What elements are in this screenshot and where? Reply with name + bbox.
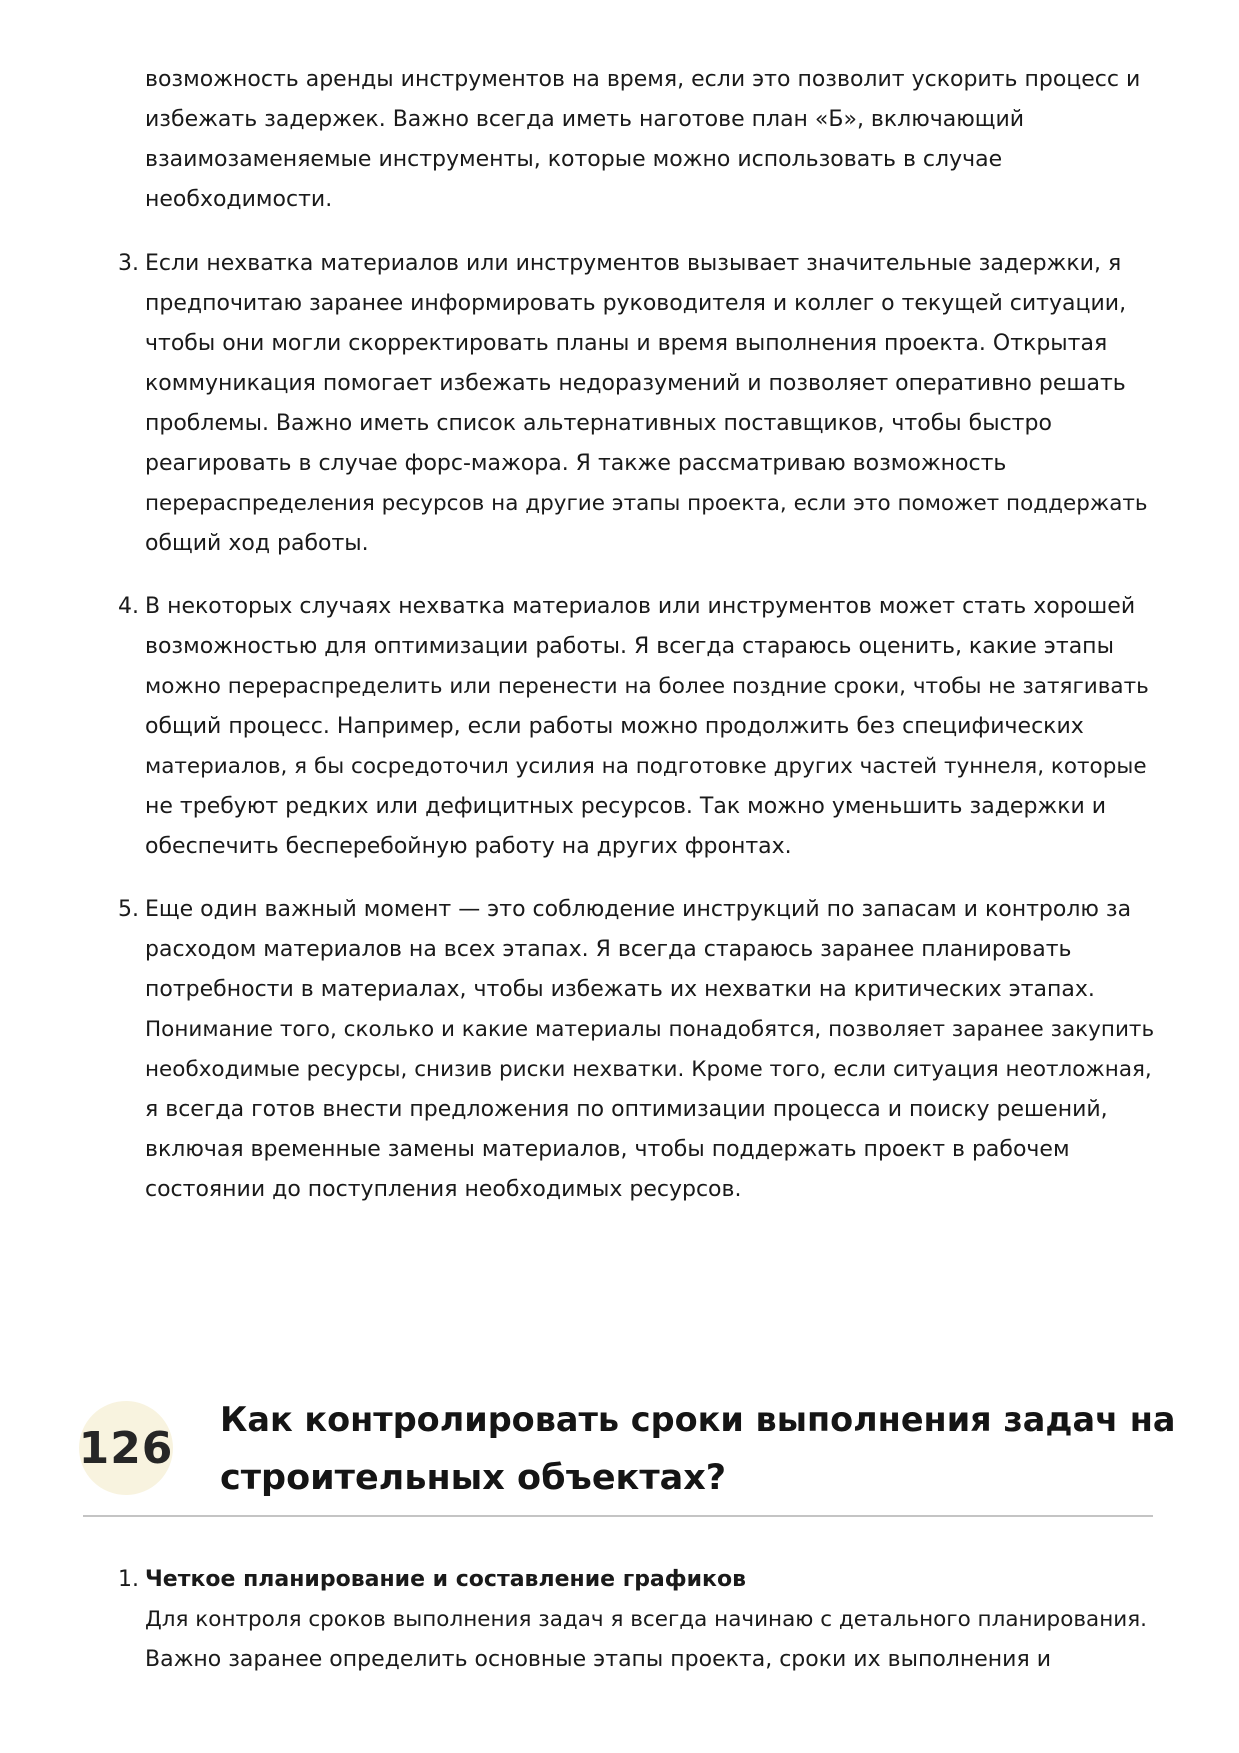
paragraph-line: не требуют редких или дефицитных ресурсов. Так можно уменьшить задержки и — [145, 794, 1107, 819]
section-divider — [83, 1515, 1153, 1517]
question-number-badge: 126 — [79, 1401, 173, 1495]
paragraph-line: общий процесс. Например, если работы можно продолжить без специфических — [145, 714, 1084, 739]
item-title: Четкое планирование и составление графиков — [145, 1567, 746, 1592]
list-item-number: 1. — [118, 1567, 139, 1592]
list-item-number: 3. — [118, 251, 139, 276]
paragraph-line: возможностью для оптимизации работы. Я всегда стараюсь оценить, какие этапы — [145, 634, 1114, 659]
section-item-1 — [145, 1560, 1155, 1680]
paragraph-line: я всегда готов внести предложения по оптимизации процесса и поиску решений, — [145, 1097, 1108, 1122]
paragraph-line: Важно заранее определить основные этапы проекта, сроки их выполнения и — [145, 1647, 1051, 1672]
paragraph-line: реагировать в случае форс-мажора. Я также рассматриваю возможность — [145, 451, 1007, 476]
paragraph-line: обеспечить бесперебойную работу на других фронтах. — [145, 834, 792, 859]
paragraph-line: В некоторых случаях нехватка материалов или инструментов может стать хорошей — [145, 594, 1136, 619]
list-item-4 — [145, 587, 1155, 867]
paragraph-line: необходимости. — [145, 187, 333, 212]
section-title-line: Как контролировать сроки выполнения задач на — [220, 1400, 1176, 1439]
paragraph-line: проблемы. Важно иметь список альтернативных поставщиков, чтобы быстро — [145, 411, 1052, 436]
paragraph-line: включая временные замены материалов, чтобы поддержать проект в рабочем — [145, 1137, 1070, 1162]
section-title-line: строительных объектах? — [220, 1458, 727, 1498]
paragraph-line: перераспределения ресурсов на другие этапы проекта, если это поможет поддержать — [145, 491, 1148, 516]
paragraph-line: предпочитаю заранее информировать руководителя и коллег о текущей ситуации, — [145, 291, 1127, 316]
paragraph-line: можно перераспределить или перенести на более поздние сроки, чтобы не затягивать — [145, 674, 1149, 699]
paragraph-line: общий ход работы. — [145, 531, 369, 556]
list-item-number: 4. — [118, 594, 139, 619]
paragraph-line: Для контроля сроков выполнения задач я всегда начинаю с детального планирования. — [145, 1607, 1148, 1632]
list-item-3 — [145, 244, 1155, 564]
paragraph-line: расходом материалов на всех этапах. Я всегда стараюсь заранее планировать — [145, 937, 1072, 962]
paragraph-line: Если нехватка материалов или инструментов вызывает значительные задержки, я — [145, 251, 1122, 276]
paragraph-line: материалов, я бы сосредоточил усилия на подготовке других частей туннеля, которые — [145, 754, 1147, 779]
paragraph-line: Еще один важный момент — это соблюдение инструкций по запасам и контролю за — [145, 897, 1132, 922]
list-item-5 — [145, 890, 1155, 1210]
paragraph-line: необходимые ресурсы, снизив риски нехватки. Кроме того, если ситуация неотложная, — [145, 1057, 1152, 1082]
continuation-paragraph — [145, 60, 1155, 220]
paragraph-line: чтобы они могли скорректировать планы и время выполнения проекта. Открытая — [145, 331, 1108, 356]
list-item-number: 5. — [118, 897, 139, 922]
paragraph-line: потребности в материалах, чтобы избежать их нехватки на критических этапах. — [145, 977, 1095, 1002]
paragraph-line: взаимозаменяемые инструменты, которые можно использовать в случае — [145, 147, 1003, 172]
paragraph-line: Понимание того, сколько и какие материалы понадобятся, позволяет заранее закупить — [145, 1017, 1155, 1042]
paragraph-line: возможность аренды инструментов на время, если это позволит ускорить процесс и — [145, 67, 1141, 92]
section-title — [220, 1390, 1176, 1508]
paragraph-line: состоянии до поступления необходимых ресурсов. — [145, 1177, 742, 1202]
paragraph-line: избежать задержек. Важно всегда иметь наготове план «Б», включающий — [145, 107, 1025, 132]
paragraph-line: коммуникация помогает избежать недоразумений и позволяет оперативно решать — [145, 371, 1126, 396]
